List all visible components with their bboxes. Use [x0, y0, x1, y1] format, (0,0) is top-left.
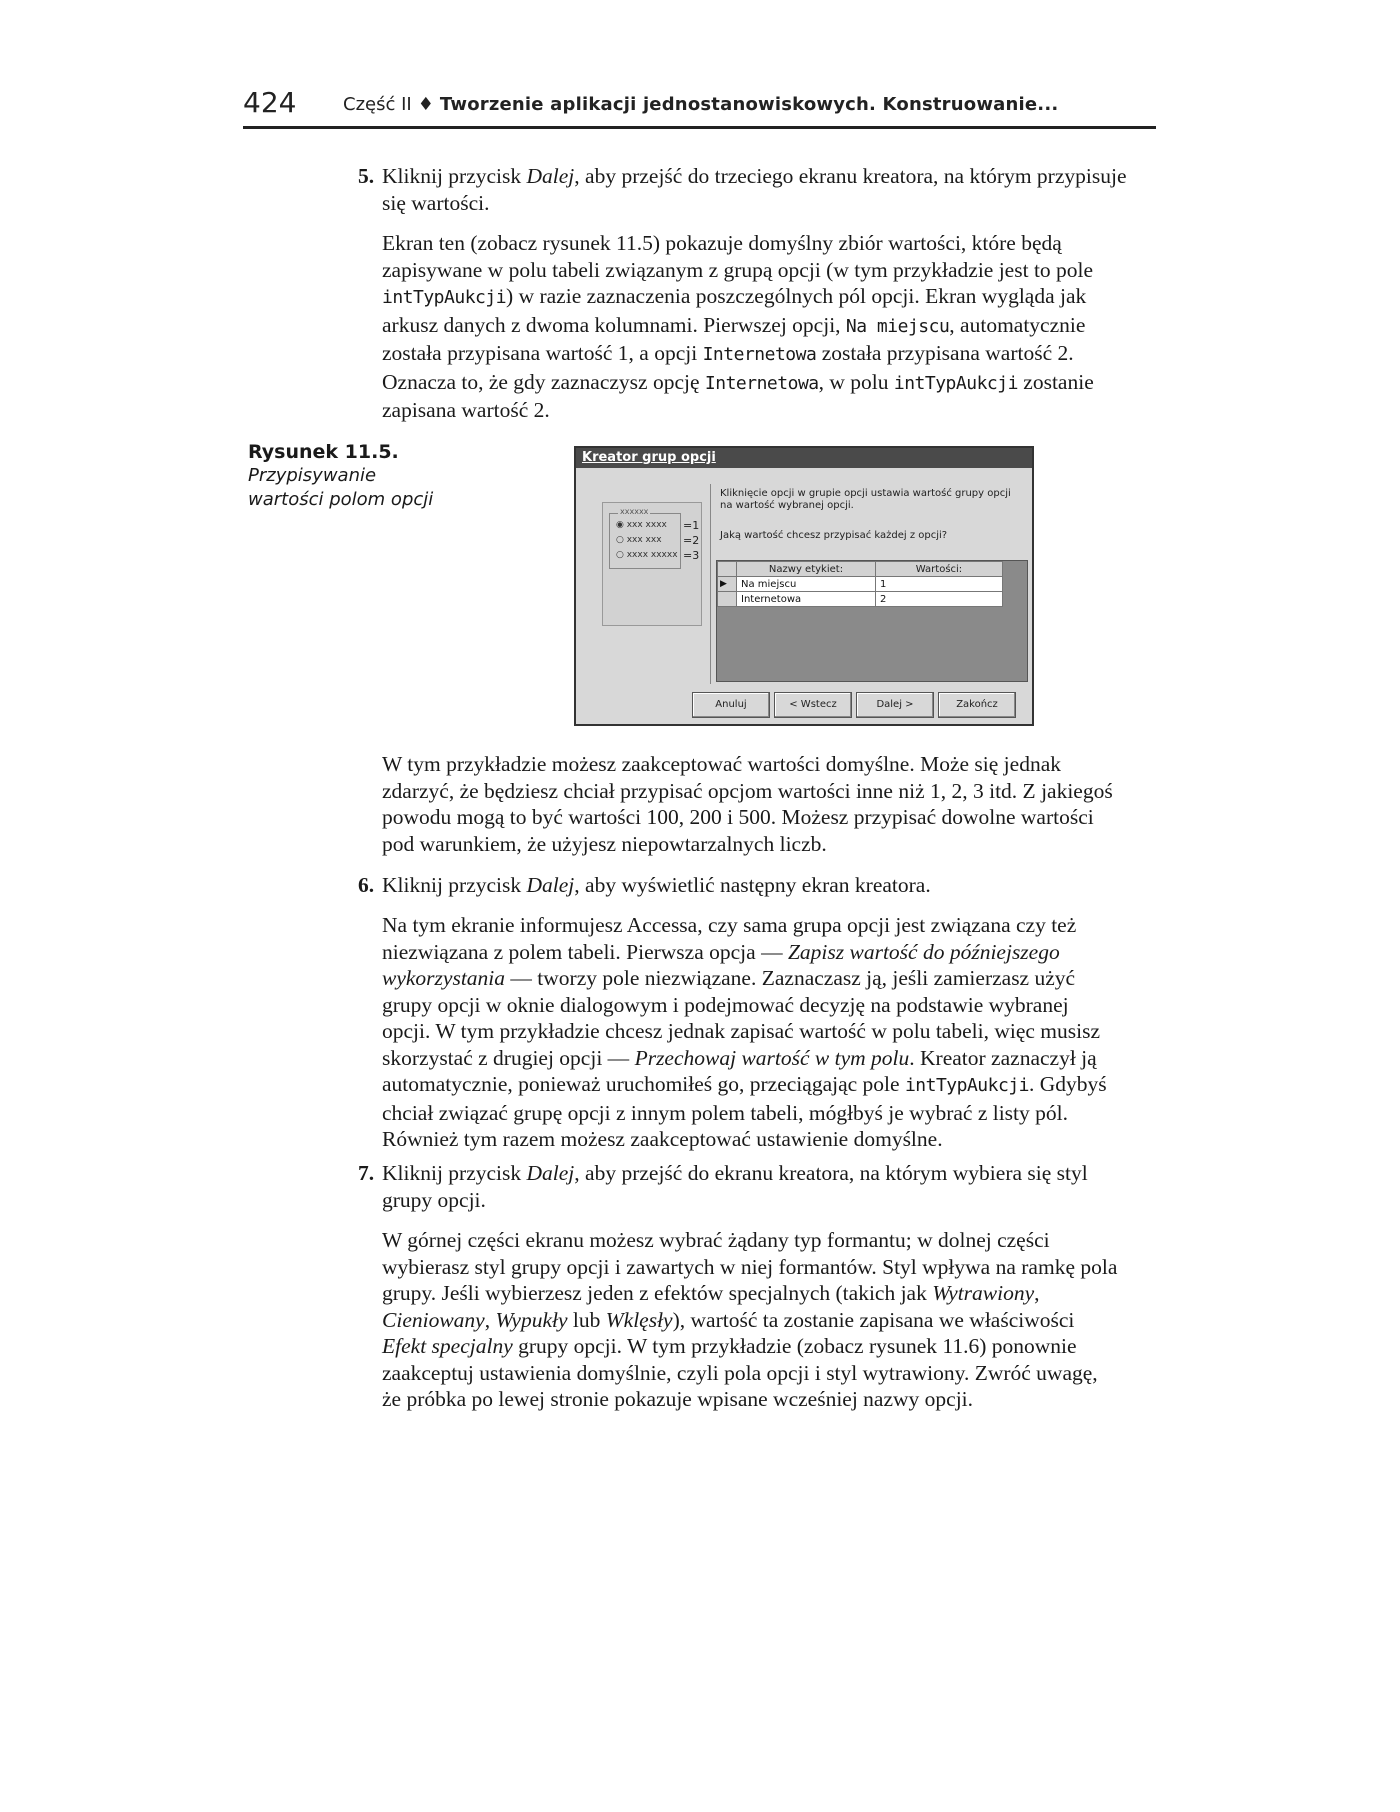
- p1-code1: intTypAukcji: [382, 287, 507, 308]
- table-row[interactable]: [718, 592, 1003, 607]
- column-header-values: Wartości:: [876, 562, 1003, 577]
- step-text-post: , aby przejść do trzeciego ekranu kreatora, na którym przypisuje się wartości.: [382, 164, 1127, 215]
- p4-d: lub: [567, 1307, 606, 1332]
- label-cell[interactable]: Internetowa: [737, 592, 876, 607]
- p3-em2: Przechowaj wartość w tym polu: [634, 1045, 910, 1070]
- step-text: [382, 872, 1127, 899]
- values-datasheet[interactable]: [716, 560, 1028, 682]
- p1-code4: Internetowa: [704, 372, 819, 394]
- step-text-em: Dalej: [526, 873, 575, 897]
- sample-value-1: =1: [683, 519, 700, 532]
- value-cell[interactable]: 2: [876, 592, 1003, 607]
- step-number: 7.: [358, 1161, 375, 1185]
- label-cell[interactable]: Na miejscu: [737, 577, 876, 592]
- sample-option-2-label: xxx xxx: [626, 535, 662, 545]
- p1-f: zostanie zapisana wartość 2.: [382, 369, 1094, 422]
- figure-label: Rysunek 11.5.: [248, 441, 399, 463]
- step-7: [358, 1160, 1128, 1212]
- value-cell[interactable]: 1: [876, 577, 1003, 592]
- step-number: 5.: [358, 164, 375, 188]
- figure-caption-text: Przypisywanie wartości polom opcji: [248, 465, 434, 510]
- page-number: 424: [243, 86, 297, 119]
- selector-header: [718, 562, 737, 577]
- sample-option-1-label: xxx xxxx: [626, 520, 667, 530]
- step-text-post: , aby przejść do ekranu kreatora, na którym wybiera się styl grupy opcji.: [382, 1161, 1088, 1212]
- table-header-row: [718, 562, 1003, 577]
- step-text-pre: Kliknij przycisk: [382, 1161, 527, 1185]
- p4-em3: Wypukły: [495, 1307, 568, 1332]
- step-5: [358, 163, 1128, 215]
- p1-c: , automatycznie została przypisana wartość 1, a opcji: [382, 312, 1086, 365]
- paragraph-1: [382, 230, 1122, 424]
- paragraph-3: [382, 912, 1122, 1153]
- running-head: [343, 94, 1058, 115]
- paragraph-4: [382, 1227, 1122, 1413]
- row-selector-icon[interactable]: [718, 592, 737, 607]
- p3-a: Na tym ekranie informujesz Accessa, czy sama grupa opcji jest związana czy też niezwiązana z polem tabeli. Pierwsza opcja —: [382, 913, 1077, 964]
- sample-value-2: =2: [683, 534, 700, 547]
- p1-d: została przypisana wartość 2. Oznacza to, że gdy zaznaczysz opcję: [382, 341, 1074, 394]
- finish-button[interactable]: Zakończ: [938, 692, 1016, 718]
- p4-em4: Wklęsły: [605, 1307, 673, 1332]
- sample-legend: xxxxxx: [620, 507, 649, 516]
- step-number: 6.: [358, 873, 375, 897]
- p1-e: , w polu: [818, 369, 894, 394]
- sample-option-3-label: xxxx xxxxx: [626, 550, 678, 560]
- step-text-pre: Kliknij przycisk: [382, 873, 527, 897]
- chapter-title: Tworzenie aplikacji jednostanowiskowych. Konstruowanie...: [439, 94, 1059, 115]
- running-header: [243, 86, 1156, 129]
- step-6: [358, 872, 1128, 899]
- step-text: [382, 163, 1127, 216]
- p4-e: ), wartość ta zostanie zapisana we właściwości: [672, 1307, 1075, 1332]
- p1-code3: Internetowa: [702, 344, 817, 365]
- p3-b: — tworzy pole niezwiązane. Zaznaczasz ją, jeśli zamierzasz użyć grupy opcji w oknie dialogowym i podejmować decyzję na podstawie wybranej opcji. W tym przykładzie chcesz jednak zapisać wartość w polu tabeli, więc musisz skorzystać z drugiej opcji —: [382, 966, 1101, 1070]
- row-selector-icon[interactable]: ▶: [718, 577, 737, 592]
- p4-f: grupy opcji. W tym przykładzie (zobacz rysunek 11.6) ponownie zaakceptuj ustawienia domyślnie, czyli pola opcji i styl wytrawiony. Zwróć uwagę, że próbka po lewej stronie pokazuje wpisane wcześniej nazwy opcji.: [382, 1334, 1098, 1411]
- diamond-icon: ♦: [417, 94, 434, 115]
- step-text-post: , aby wyświetlić następny ekran kreatora.: [574, 873, 931, 897]
- step-text-em: Dalej: [526, 1161, 575, 1185]
- sample-option-2: ○ xxx xxx: [616, 535, 662, 545]
- p4-a: W górnej części ekranu możesz wybrać żądany typ formantu; w dolnej części wybierasz styl grupy opcji i zawartych w niej formantów. Styl wpływa na ramkę pola grupy. Jeśli wybierzesz jeden z efektów specjalnych (takich jak: [382, 1228, 1118, 1305]
- sample-preview: [602, 502, 702, 626]
- p4-b: ,: [1034, 1281, 1040, 1305]
- p4-em1: Wytrawiony: [932, 1281, 1035, 1305]
- p3-code: intTypAukcji: [904, 1075, 1029, 1096]
- option-group-wizard-dialog: [574, 446, 1034, 726]
- p1-code5: intTypAukcji: [893, 372, 1018, 394]
- p4-em5: Efekt specjalny: [382, 1334, 513, 1358]
- p1-b: ) w razie zaznaczenia poszczególnych pól opcji. Ekran wygląda jak arkusz danych z dwoma kolumnami. Pierwszej opcji,: [382, 284, 1087, 337]
- sample-option-3: ○ xxxx xxxxx: [616, 550, 678, 560]
- sample-value-3: =3: [683, 549, 700, 562]
- sample-option-group: [609, 507, 681, 569]
- step-text-pre: Kliknij przycisk: [382, 164, 527, 188]
- part-label: Część II: [343, 94, 412, 115]
- p4-c: ,: [484, 1307, 496, 1332]
- p3-em1: Zapisz wartość do późniejszego wykorzystania: [382, 939, 1060, 990]
- dialog-title: Kreator grup opcji: [576, 448, 1032, 468]
- step-text-em: Dalej: [526, 164, 575, 188]
- values-table: [717, 561, 1003, 607]
- column-header-labels: Nazwy etykiet:: [737, 562, 876, 577]
- sample-option-1: ◉ xxx xxxx: [616, 520, 667, 530]
- back-button[interactable]: < Wstecz: [774, 692, 852, 718]
- dialog-instruction: Kliknięcie opcji w grupie opcji ustawia wartość grupy opcji na wartość wybranej opcji.: [720, 488, 1011, 511]
- paragraph-2: W tym przykładzie możesz zaakceptować wartości domyślne. Może się jednak zdarzyć, że będziesz chciał przypisać opcjom wartości inne niż 1, 2, 3 itd. Z jakiegoś powodu mogą to być wartości 100, 200 i 500. Możesz przypisać dowolne wartości pod warunkiem, że użyjesz niepowtarzalnych liczb.: [382, 752, 1113, 856]
- step-text: [382, 1160, 1127, 1213]
- next-button[interactable]: Dalej >: [856, 692, 934, 718]
- cancel-button[interactable]: Anuluj: [692, 692, 770, 718]
- p4-em2: Cieniowany: [382, 1307, 485, 1332]
- p3-c: . Kreator zaznaczył ją automatycznie, ponieważ uruchomiłeś go, przeciągając pole: [382, 1045, 1097, 1096]
- dialog-question: Jaką wartość chcesz przypisać każdej z opcji?: [720, 530, 948, 541]
- figure-caption: [248, 440, 448, 512]
- p3-d: . Gdybyś chciał związać grupę opcji z innym polem tabeli, mógłbyś je wybrać z listy pól. Również tym razem możesz zaakceptować ustawienie domyślne.: [382, 1072, 1107, 1151]
- dialog-divider: [710, 484, 711, 684]
- p1-a: Ekran ten (zobacz rysunek 11.5) pokazuje domyślny zbiór wartości, które będą zapisywane w polu tabeli związanym z grupą opcji (w tym przykładzie jest to pole: [382, 231, 1094, 282]
- table-row[interactable]: [718, 577, 1003, 592]
- p1-code2: Na miejscu: [845, 315, 950, 337]
